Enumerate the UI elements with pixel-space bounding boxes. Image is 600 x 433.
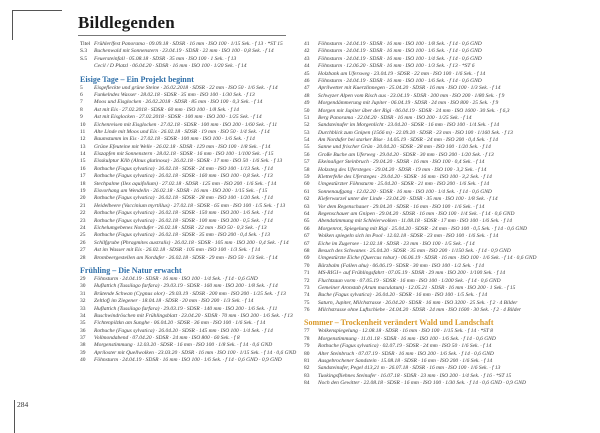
entry-number: 30	[80, 283, 86, 290]
entry-caption: Kieferwurzel unter der Linde · 23.04.20 · SDSR · 35 mm · ISO 100 · 1/8 Sek. · f 14	[318, 196, 498, 203]
legend-entry	[304, 343, 548, 350]
legend-column-right	[304, 41, 548, 388]
legend-entry	[304, 115, 548, 122]
entry-number: 64	[304, 210, 310, 217]
entry-caption: Schilfgrube (Phragmites australis) · 26.02.18 · SDSR · 105 mm · ISO 200 · 0,4 Sek. · f 14	[94, 239, 289, 246]
entry-caption: Morgenrot, Spiegelung mit Rigi · 25.04.20 · SDSR · 24 mm · ISO 100 · 0,5 Sek. · f 14 · 0,6 GND	[318, 225, 528, 232]
entry-caption: Fichtenpilzkn am Sunghe · 06.04.20 · SDSR · 36 mm · ISO 100 · 1/6 Sek. · f 14	[94, 320, 266, 327]
legend-entry	[80, 247, 324, 254]
entry-number: 17	[80, 173, 86, 180]
entry-caption: Alte Linde mit Moos und Eis · 26.02.18 · SDSR · 19 mm · ISO 50 · 1/4 Sek. · f 14	[94, 128, 270, 135]
legend-entry	[80, 357, 324, 364]
entry-caption: Sonnenaufgang · 12.02.20 · SDSR · 16 mm · ISO 100 · 1/4 Sek. · f 14 · 0,6 GND	[318, 188, 492, 195]
legend-entry	[80, 335, 324, 342]
corner-mark-vertical	[12, 10, 13, 40]
entry-caption: Föhnsturm · 24.04.19 · SDSR · 16 mm · ISO 100 · 1/8 Sek. · f 14 · 0,6 GND	[318, 41, 482, 47]
entry-caption: Ast mit Eisglocken · 27.02.2018 · SDSR · 100 mm · ISO 200 · 1/25 Sek. · f 14	[94, 114, 262, 121]
entry-number: 68	[304, 247, 310, 254]
entry-caption: Eiszapfen mit Sonnenstern · 28.02.18 · SDSR · 16 mm · ISO 100 · 1/100 Sek. · f 15	[94, 151, 274, 158]
entry-caption: Rotbuche (Fagus sylvatica) · 26.02.18 · SDSR · 24 mm · ISO 100 · 1/13 Sek. · f 14	[94, 165, 273, 172]
entry-number: 14	[80, 151, 86, 158]
entry-caption: Eisgefleckte und grüne Steine · 26.02.2018 · SDSR · 22 mm · ISO 50 · 1/6 Sek. · f 14	[94, 84, 278, 91]
legend-entry	[80, 158, 324, 165]
entry-caption: Noch den Gewitter · 22.08.18 · SDSR · 16 mm · ISO 100 · 1/30 Sek. · f 14 · 0,6 GND · 0,9 GND	[318, 380, 526, 387]
legend-entry	[304, 181, 548, 188]
legend-entry	[80, 144, 324, 151]
legend-entry	[80, 210, 324, 217]
legend-entry	[304, 137, 548, 144]
legend-entry	[304, 300, 548, 307]
entry-number: 15	[80, 158, 86, 165]
entry-caption: Durchblick zum Gnipen (1566 m) · 22.09.20 · SDSR · 23 mm · ISO 100 · 1/160 Sek. · f 13	[318, 129, 513, 136]
entry-caption: Grüne Efeuteine mit Welle · 26.02.18 · SDSR · 129 mm · ISO 100 · 1/8 Sek. · f 14	[94, 143, 271, 150]
legend-entry	[80, 92, 324, 99]
entry-number: 16	[80, 165, 86, 172]
legend-entry	[80, 255, 324, 262]
entry-caption: Aprilwetter mit Kuerzlinnegen · 25.04.20 · SDSR · 16 mm · ISO 100 · 1/3 Sek. · f 14	[318, 85, 501, 92]
legend-entry	[80, 240, 324, 247]
legend-entry	[304, 365, 548, 372]
legend-entry	[304, 278, 548, 285]
entry-number: 76	[304, 307, 310, 314]
legend-entry	[304, 292, 548, 299]
entry-number: 81	[304, 358, 310, 365]
entry-number: 12	[80, 136, 86, 143]
entry-caption: Morgen mit Jupiter über der Rigi · 06.04.19 · SDSR · 24 mm · ISO 1600 · 30 Sek. · f 6,3	[318, 107, 510, 114]
entry-number: 49	[304, 100, 310, 107]
entry-caption: Morgenstimmung · 12.03.20 · SDSR · 16 mm · ISO 100 · 1/8 Sek. · f 14 · 0,6 GND	[94, 342, 273, 349]
entry-caption: Berg Panorama · 22.04.20 · SDSR · 16 mm · ISO 200 · 1/25 Sek. · f 14	[318, 114, 472, 121]
entry-number: 18	[80, 180, 86, 187]
entry-number: 22	[80, 210, 86, 217]
entry-caption: Zeltlofj im Ziegener · 18.04.18 · SDSR · 20 mm · ISO 200 · 1/3 Sek. · f 14	[94, 298, 254, 305]
legend-entry	[304, 248, 548, 255]
entry-caption: Ekeinaliger Steinbruch · 29.04.20 · SDSR · 16 mm · ISO 100 · 0,4 Sek. · f 14	[318, 159, 485, 166]
legend-entry	[304, 285, 548, 292]
legend-entry	[80, 298, 324, 305]
legend-entry	[304, 241, 548, 248]
legend-entry	[304, 328, 548, 335]
entry-caption: Baumstumm im Eis · 27.02.18 · SDSR · 100 mm · ISO 100 · 1/6 Sek. · f 14	[94, 136, 255, 143]
entry-caption: Rotbuche (Fagus sylvatica) · 26.02.18 · SDSR · 100 mm · ISO 200 · 0,5 Sek. · f 14	[94, 217, 273, 224]
entry-caption: Föhnsturm · 24.04.19 · SDSR · 16 mm · ISO 100 · 1/6 Sek. · f 14 · 0,6 GND	[318, 48, 482, 55]
entry-caption: Brütende Schwan (Cygnus olor) · 29.03.19 · SDSR · 200 mm · ISO 200 · 1/25 Sek. · f 13	[94, 290, 286, 297]
entry-number: 5	[80, 84, 83, 91]
legend-entry	[304, 152, 548, 159]
entry-number: 65	[304, 218, 310, 225]
legend-entry	[304, 380, 548, 387]
entry-number: 27	[80, 247, 86, 254]
entry-caption: Am Nordufer bei starker Bise · 14.05.19 · SDSR · 24 mm · ISO 200 · 0,4 Sek. · f 14	[318, 137, 499, 144]
legend-entry	[304, 196, 548, 203]
entry-caption: Sandsteinufer im Morgenlicht · 23.04.20 · SDSR · 16 mm · ISO 100 · 1/4 Sek. · f 14	[318, 122, 500, 129]
entry-number: 55	[304, 144, 310, 151]
legend-entry	[304, 307, 548, 314]
entry-number: 59	[304, 174, 310, 181]
legend-entry	[80, 203, 324, 210]
entry-caption: Föhnsturm · 12.06.20 · SDSR · 16 mm · ISO 100 · 1/3 Sek. · f 13 · *ST 6	[318, 63, 475, 70]
entry-number: 84	[304, 380, 310, 387]
entry-caption: Rotbuche (Fagus sylvatica) · 26.02.18 · SDSR · 28 mm · ISO 100 · 1/20 Sek. · f 14	[94, 195, 273, 202]
entry-caption: Eisskulptur Klib (Alnus glutinosa) · 26.02.18 · SDSR · 17 mm · ISO 50 · 1/6 Sek. · f 13	[94, 158, 283, 165]
entry-caption: Ast im Wasser mit Eis · 26.02.18 · SDSR · 105 mm · ISO 100 · 1/3 Sek. · f 14	[94, 247, 261, 254]
legend-entry	[304, 144, 548, 151]
entry-number: 79	[304, 343, 310, 350]
entry-caption: Gemeiner Aronstab (Arum maculatum) · 12.05.21 · SDSR · 16 mm · ISO 200 · 1 Sek. · f 15	[318, 284, 516, 291]
entry-number: 7	[80, 99, 83, 106]
entry-number: 71	[304, 270, 310, 277]
legend-entry	[80, 320, 324, 327]
section-heading: Frühling – Die Natur erwacht	[80, 265, 182, 275]
entry-number: 28	[80, 254, 86, 261]
entry-caption: Morgendämmerung mit Jupiter · 06.04.19 · SDSR · 24 mm · ISO 800 · 25 Sek. · f 9	[318, 100, 499, 107]
page-title: Bildlegenden	[78, 13, 175, 32]
entry-caption: Buchenwald mit Sonnenstern · 23.04.19 · SDSR · 22 mm · ISO 100 · 0,8 Sek. · f 14	[94, 48, 274, 55]
legend-entry	[80, 151, 324, 158]
title-underline	[78, 35, 286, 36]
entry-number: 54	[304, 137, 310, 144]
legend-entry	[80, 56, 324, 63]
legend-entry	[80, 283, 324, 290]
entry-number: 60	[304, 181, 310, 188]
entry-caption: Apriloster mit Quellwolken · 23.03.20 · SDSR · 16 mm · ISO 100 · 1/15 Sek. · f 14 · 0,6 GND	[94, 349, 297, 356]
legend-entry	[80, 342, 324, 349]
entry-caption: Rotbuche (Fagus sylvatica) · 26.02.18 · SDSR · 150 mm · ISO 200 · 1/6 Sek. · f 14	[94, 210, 273, 217]
entry-number: 25	[80, 232, 86, 239]
entry-caption: Eichenreisen mit Eisglocken · 27.02.18 · SDSR · 100 mm · ISO 200 · 1/60 Sek. · f 11	[94, 121, 278, 128]
legend-entry	[80, 218, 324, 225]
legend-entry	[80, 166, 324, 173]
entry-caption: Föhnsturm · 24.04.19 · SDSR · 16 mm · ISO 100 · 1/6 Sek. · f 14 · 0,6 GND	[318, 77, 482, 84]
legend-entry	[80, 328, 324, 335]
entry-caption: Heidelbeere (Vaccinium myrtillus) · 27.02.18 · SDSR · 65 mm · ISO 100 · 1/5 Sek. · f 13	[94, 202, 286, 209]
legend-entry	[304, 159, 548, 166]
section-heading: Sommer – Trockenheit verändert Wald und Landschaft	[304, 318, 494, 328]
entry-number: 38	[80, 342, 86, 349]
legend-entry	[80, 173, 324, 180]
legend-entry	[80, 181, 324, 188]
entry-number: 56	[304, 151, 310, 158]
legend-entry	[304, 358, 548, 365]
entry-number: 72	[304, 277, 310, 284]
legend-entry	[80, 225, 324, 232]
legend-entry	[304, 174, 548, 181]
entry-number: 26	[80, 239, 86, 246]
entry-number: 37	[80, 335, 86, 342]
entry-number: 20	[80, 195, 86, 202]
entry-number: 75	[304, 299, 310, 306]
entry-number: 66	[304, 225, 310, 232]
entry-number: 39	[80, 349, 86, 356]
entry-number: 77	[304, 328, 310, 335]
entry-number: 50	[304, 107, 310, 114]
legend-entry	[304, 189, 548, 196]
entry-number: 58	[304, 166, 310, 173]
entry-number: 41	[304, 41, 310, 47]
legend-entry	[304, 100, 548, 107]
entry-number: 63	[304, 203, 310, 210]
entry-caption: Besuch des Schwanes · 25.04.20 · SDSR · 35 mm · ISO 200 · 1/150 Sek. · f 14 · 0,9 GND	[318, 247, 511, 254]
entry-caption: Eisvorhang am Wendelin · 26.02.18 · SDSR · 16 mm · ISO 200 · 1/15 Sek. · f 15	[94, 188, 268, 195]
entry-number: 52	[304, 122, 310, 129]
entry-number: 33	[80, 305, 86, 312]
legend-entry	[304, 78, 548, 85]
entry-number: 8	[80, 106, 83, 113]
entry-number: 80	[304, 350, 310, 357]
entry-number: 35	[80, 320, 86, 327]
entry-caption: Regenschauer am Gnipen · 29.04.20 · SDSR · 16 mm · ISO 100 · 1/4 Sek. · f 14 · 0,6 GND	[318, 210, 515, 217]
legend-entry	[304, 48, 548, 55]
entry-number: 45	[304, 70, 310, 77]
entry-number: 57	[304, 159, 310, 166]
entry-number: 69	[304, 255, 310, 262]
legend-entry	[80, 129, 324, 136]
entry-number: 31	[80, 290, 86, 297]
entry-caption: Cecil / D Platzl · 06.04.20 · SDSR · 16 mm · ISO 100 · 1/20 Sek. · f 14	[94, 63, 247, 70]
entry-number: 62	[304, 196, 310, 203]
entry-caption: Tuokingsfliehnes Steinufer · 16.07.18 · SDSR · 23 mm · ISO 200 · 1/4 Sek. · f 16 · *ST 15	[318, 372, 512, 379]
legend-entry	[80, 48, 324, 55]
entry-number: Titel	[80, 41, 91, 47]
legend-entry	[304, 204, 548, 211]
entry-number: 74	[304, 292, 310, 299]
entry-caption: Föhnsturm · 24.04.19 · SDSR · 16 mm · ISO 100 · 1/4 Sek. · f 14 · 0,6 GND	[94, 275, 258, 282]
legend-entry	[304, 336, 548, 343]
entry-caption: Ausgebrochener Sandstein · 15.08.18 · SDSR · 16 mm · ISO 200 · 1/6 Sek. · f 14	[318, 358, 493, 365]
entry-number: 73	[304, 284, 310, 291]
entry-caption: Buschwindröschen mit Frühlingsblatt · 23.04.20 · SDSR · 70 mm · ISO 200 · 1/6 Sek. · f 13	[94, 312, 293, 319]
entry-number: 53	[304, 129, 310, 136]
legend-entry	[80, 195, 324, 202]
legend-entry	[80, 107, 324, 114]
legend-entry	[304, 167, 548, 174]
entry-number: 46	[304, 77, 310, 84]
entry-number: 67	[304, 233, 310, 240]
entry-caption: Wolken spiegeln sich im Pool · 12.02.18 · SDSR · 23 mm · ISO 100 · 1/6 Sek. · f 14	[318, 233, 499, 240]
legend-entry	[304, 93, 548, 100]
legend-entry	[304, 255, 548, 262]
entry-number: 42	[304, 48, 310, 55]
entry-caption: Fluchtzaun vorm · 07.05.19 · SDSR · 16 mm · ISO 100 · 1/200 Sek. · f 14 · 0,6 GND	[318, 277, 501, 284]
entry-caption: Saturn, Jupiter, Milchstrasse · 26.04.20 · SDSR · 16 mm · ISO 3200 · 25 Sek. · f 2 · 4 Bilder	[318, 299, 518, 306]
legend-entry	[304, 263, 548, 270]
legend-entry	[80, 306, 324, 313]
legend-entry	[80, 291, 324, 298]
entry-caption: Umgestürzter Föhnsturm · 25.04.20 · SDSR · 21 mm · ISO 200 · 1/6 Sek. · f 14	[318, 181, 490, 188]
legend-entry	[80, 63, 324, 70]
entry-caption: Funkelndes Wasser · 28.02.18 · SDSR · 35 mm · ISO 100 · 1/30 Sek. · f 13	[94, 91, 255, 98]
legend-entry	[304, 351, 548, 358]
legend-column-left	[80, 41, 324, 365]
entry-caption: Alter Steinbruch · 07.07.19 · SDSR · 16 mm · ISO 200 · 1/6 Sek. · f 14 · 0,6 GND	[318, 350, 494, 357]
entry-caption: Huflattich (Tussilago farfara) · 29.03.19 · SDSR · 160 mm · ISO 200 · 1/8 Sek. · f 14	[94, 283, 278, 290]
entry-number: 70	[304, 262, 310, 269]
entry-caption: Föhnsturm · 24.04.19 · SDSR · 16 mm · ISO 100 · 1/4 Sek. · f 14 · 0,6 GND	[318, 55, 482, 62]
entry-number: 82	[304, 365, 310, 372]
entry-caption: Ast mit Eis · 27.02.2018 · SDSR · 60 mm · ISO 100 · 1/8 Sek. · f 14	[94, 106, 239, 113]
legend-entry	[304, 226, 548, 233]
entry-caption: Moos und Eisglocken · 26.02.2018 · SDSR · 85 mm · ISO 100 · 0,3 Sek. · f 14	[94, 99, 263, 106]
entry-caption: Schwyzer Alpen vom Risch aus · 23.04.19 · SDSR · 200 mm · ISO 200 · 1/80 Sek. · f 9	[318, 92, 505, 99]
entry-caption: Brombeergestellen am Nordufer · 26.02.18 · SDSR · 29 mm · ISO 50 · 1/3 Sek. · f 14	[94, 254, 278, 261]
entry-number: 9	[80, 114, 83, 121]
entry-number: 13	[80, 143, 86, 150]
entry-caption: Stechpalme (Ilex aquifolium) · 27.02.18 · SDSR · 125 mm · ISO 200 · 1/6 Sek. · f 14	[94, 180, 277, 187]
legend-entry	[80, 136, 324, 143]
entry-number: 24	[80, 224, 86, 231]
entry-caption: Eiche im Zugersee · 12.02.18 · SDSR · 23 mm · ISO 100 · 1/5 Sek. · f 14	[318, 240, 475, 247]
legend-entry	[304, 56, 548, 63]
entry-caption: Sandsteinufer, Pegel 413,21 m · 26.07.18 · SDSR · 16 mm · ISO 100 · 1/6 Sek. · f 13	[318, 365, 501, 372]
entry-number: 36	[80, 327, 86, 334]
entry-caption: Große Buche am Uferweg · 29.04.20 · SDSR · 30 mm · ISO 200 · 1/20 Sek. · f 13	[318, 151, 494, 158]
legend-entry	[304, 130, 548, 137]
entry-number: S.5	[80, 55, 88, 62]
entry-caption: Rotbuche (Fagus sylvatica) · 26.02.18 · SDSR · 160 mm · ISO 100 · 0,8 Sek. · f 13	[94, 173, 273, 180]
entry-caption: Föhnsturm · 24.04.19 · SDSR · 16 mm · ISO 100 · 1/6 Sek. · f 14 · 0,6 GND · 0,9 GND	[94, 357, 282, 364]
entry-caption: Eichelumgebenes Nordufer · 26.02.18 · SDSR · 22 mm · ISO 50 · 0,3 Sek. · f 13	[94, 224, 267, 231]
entry-caption: Wolkenspiegelung · 12.08.18 · SDSR · 16 mm · ISO 100 · 1/15 Sek. · f 14 · *ST 8	[318, 328, 493, 335]
legend-entry	[80, 313, 324, 320]
legend-entry	[304, 122, 548, 129]
page-number-bar	[14, 400, 15, 433]
legend-entry	[80, 85, 324, 92]
page-number: 284	[17, 400, 29, 409]
entry-caption: MS-RIGI+ auf Frühlingsfahrt · 07.05.19 · SDSR · 29 mm · ISO 200 · 1/100 Sek. · f 14	[318, 270, 506, 277]
entry-caption: Morgenstimmung · 11.01.18 · SDSR · 16 mm · ISO 100 · 1/6 Sek. · f 14 · 0,6 GND	[318, 335, 496, 342]
corner-mark-horizontal	[12, 10, 62, 11]
entry-number: 47	[304, 85, 310, 92]
entry-caption: Frühlerlfest Panorama · 09.09.18 · SDSR · 16 mm · ISO 100 · 1/15 Sek. · f 13 · *ST 15	[94, 41, 283, 47]
entry-caption: Abendstimmung mit Schleierwolken · 11.08.18 · SDSR · 17 mm · ISO 100 · 1/6 Sek. · f 14	[318, 218, 513, 225]
entry-number: 40	[80, 357, 86, 364]
legend-entry	[304, 71, 548, 78]
entry-caption: Rotbuche (Fagus sylvatica) · 26.04.20 · SDSR · 145 mm · ISO 100 · 1/4 Sek. · f 14	[94, 327, 273, 334]
entry-caption: Bärzbalm (Fallen ahu) · 06.06.19 · SDSR · 30 mm · ISO 100 · 1/2 Sek. · f 14	[318, 262, 485, 269]
legend-entry	[304, 85, 548, 92]
entry-caption: Kletterfelle des Ufersteges · 29.04.20 · SDSR · 16 mm · ISO 100 · 3,2 Sek. · f 14	[318, 174, 492, 181]
entry-number: S.3	[80, 48, 88, 55]
legend-entry	[80, 114, 324, 121]
entry-caption: Rotbuche (Fagus sylvatica) · 02.07.19 · SDSR · 24 mm · ISO 50 · 1/6 Sek. · f 14	[318, 343, 492, 350]
legend-entry	[304, 218, 548, 225]
entry-number: 67	[304, 240, 310, 247]
entry-number: 23	[80, 217, 86, 224]
legend-entry	[304, 41, 548, 48]
entry-caption: Umgestürzte Eiche (Quercus robur) · 06.06.19 · SDSR · 16 mm · ISO 100 · 1/6 Sek. · f 14 · 0,6 GND	[318, 255, 537, 262]
entry-caption: Holzbank am Ufersweg · 23.04.19 · SDSR · 22 mm · ISO 100 · 1/6 Sek. · f 14	[318, 70, 486, 77]
entry-number: 61	[304, 188, 310, 195]
legend-entry	[304, 270, 548, 277]
legend-entry	[80, 122, 324, 129]
entry-number: 10	[80, 121, 86, 128]
entry-number: 32	[80, 298, 86, 305]
entry-caption: Buche (Fagus sylvatica) · 26.04.20 · SDSR · 16 mm · ISO 100 · 1/5 Sek. · f 14	[318, 292, 488, 299]
entry-caption: Rotbuche (Fagus sylvatica) · 26.02.18 · SDSR · 35 mm · ISO 200 · 0,4 Sek. · f 13	[94, 232, 270, 239]
legend-entry	[304, 63, 548, 70]
legend-entry	[304, 108, 548, 115]
entry-caption: Holzsteg des Ufersteges · 29.04.20 · SDSR · 19 mm · ISO 100 · 3,2 Sek. · f 14	[318, 166, 487, 173]
legend-entry	[304, 233, 548, 240]
entry-caption: Vor dem Regenschauer · 29.04.20 · SDSR · 16 mm · ISO 100 · 1/6 Sek. · f 14	[318, 203, 485, 210]
legend-entry	[304, 211, 548, 218]
entry-number: 21	[80, 202, 86, 209]
entry-caption: Huflattich (Tussilago farfara) · 29.03.19 · SDSR · 140 mm · ISO 200 · 1/6 Sek. · f 11	[94, 305, 278, 312]
entry-number: 11	[80, 128, 86, 135]
legend-entry	[80, 350, 324, 357]
entry-number: 29	[80, 275, 86, 282]
legend-entry	[80, 232, 324, 239]
entry-number: 78	[304, 335, 310, 342]
entry-number: 48	[304, 92, 310, 99]
legend-entry	[80, 276, 324, 283]
entry-number: 43	[304, 55, 310, 62]
entry-number: 51	[304, 114, 310, 121]
entry-number: 34	[80, 312, 86, 319]
section-heading: Eisige Tage – Ein Projekt beginnt	[80, 74, 194, 84]
entry-caption: Milchstrasse ohne Luftschiebe · 24.04.20 · SDSR · 24 mm · ISO 1600 · 30 Sek. · f 2 · 4 Bilder	[318, 307, 522, 314]
legend-entry	[80, 41, 324, 48]
entry-number: 19	[80, 188, 86, 195]
legend-entry	[80, 99, 324, 106]
entry-number: 44	[304, 63, 310, 70]
entry-caption: Feuersteinfall · 05.08.18 · SDSR · 35 mm · ISO 100 · 1 Sek. · f 13	[94, 55, 237, 62]
entry-number: 83	[304, 372, 310, 379]
entry-caption: Vollmondabend · 07.04.20 · SDSR · 24 mm · ISO 800 · 60 Sek. · f 8	[94, 335, 240, 342]
legend-entry	[304, 373, 548, 380]
entry-caption: Sanne und frischer Grün · 20.04.20 · SDSR · 28 mm · ISO 100 · 1/20 Sek. · f 14	[318, 144, 491, 151]
legend-entry	[80, 188, 324, 195]
entry-number: 6	[80, 91, 83, 98]
